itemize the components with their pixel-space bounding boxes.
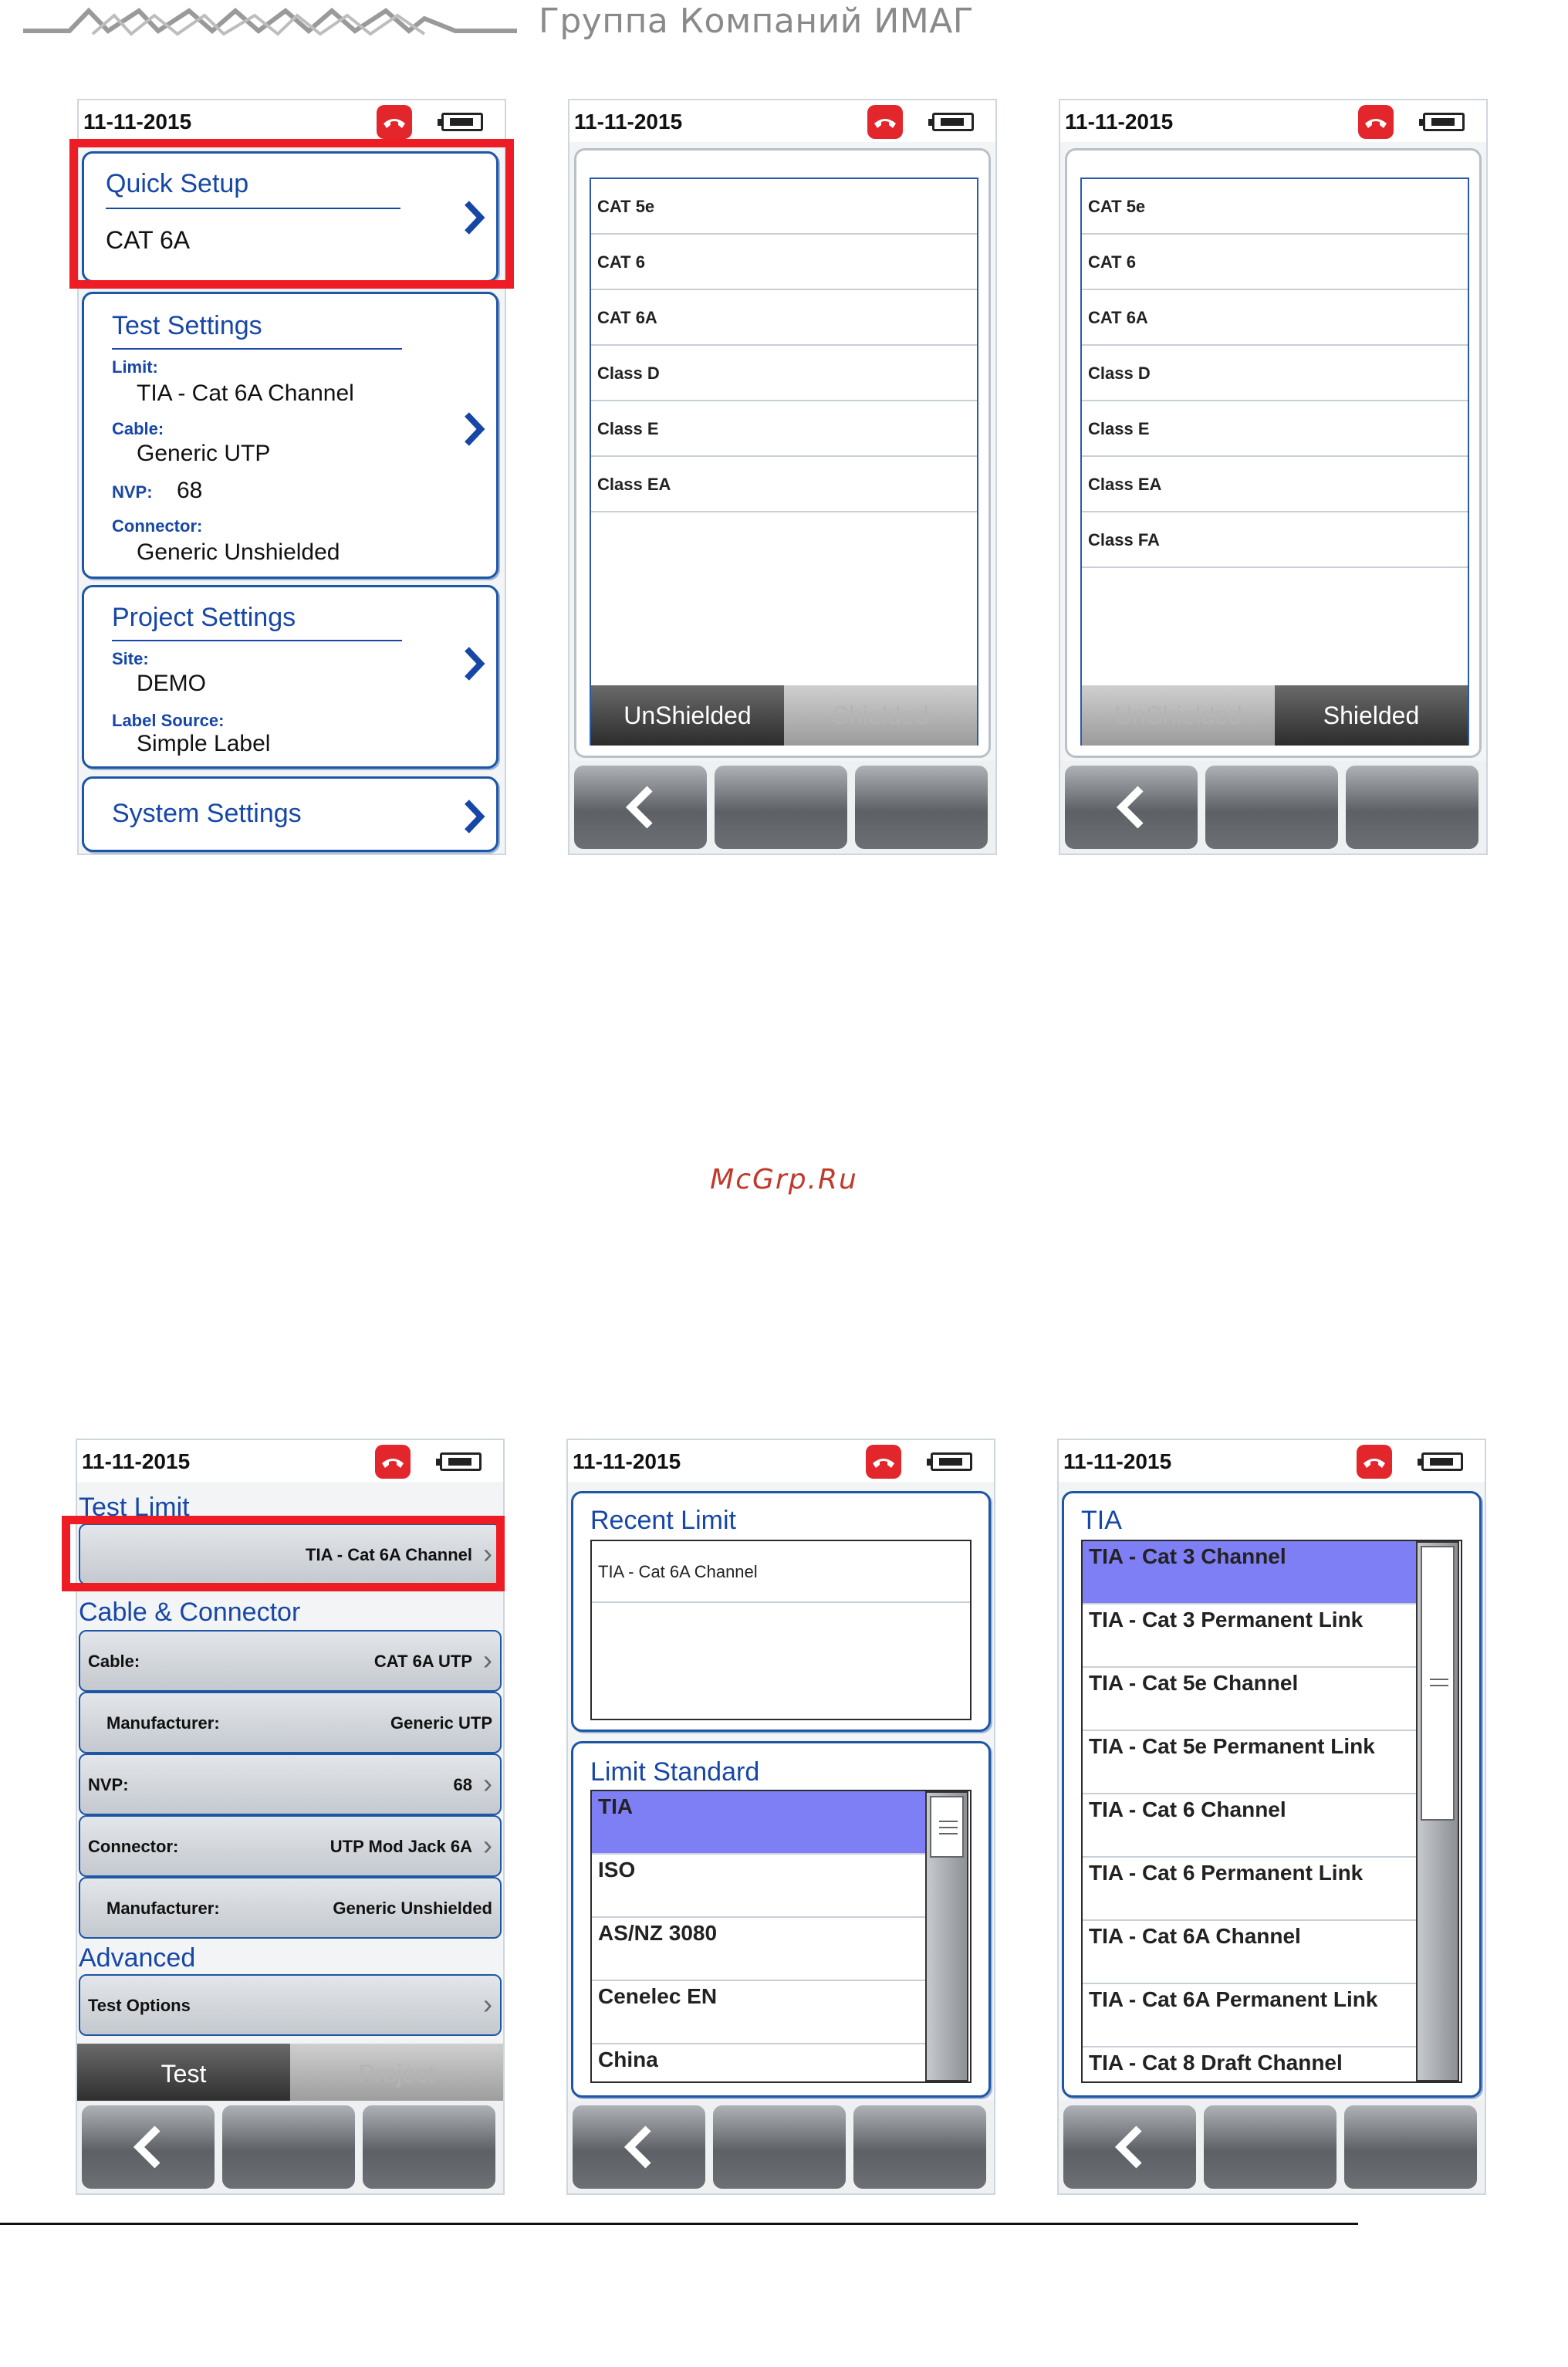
nvp-value: 68 (177, 478, 203, 503)
section-advanced: Advanced (79, 1943, 196, 1973)
nav-button-2[interactable] (1205, 766, 1338, 849)
list-item[interactable] (1082, 235, 1468, 290)
bottom-nav (1060, 761, 1486, 854)
nav-button-2[interactable] (715, 766, 847, 849)
section-cable-connector: Cable & Connector (79, 1598, 301, 1627)
back-button[interactable] (1065, 766, 1198, 849)
cable-value: Generic UTP (137, 441, 271, 466)
test-settings-card[interactable] (82, 292, 498, 579)
grip-line (1430, 1679, 1448, 1680)
list-item[interactable] (591, 179, 977, 235)
shield-toggle[interactable] (591, 685, 977, 746)
list-item[interactable] (592, 1791, 925, 1855)
bottom-nav (569, 761, 995, 854)
status-bar (77, 1440, 503, 1482)
tia-limit-card (1062, 1491, 1482, 2098)
list-item-label: CAT 5e (1088, 197, 1146, 216)
list-item[interactable] (1082, 457, 1468, 512)
back-button[interactable] (573, 2105, 705, 2189)
list-item-label: CAT 6 (1088, 252, 1136, 272)
list-item[interactable] (1083, 1858, 1416, 1921)
list-item[interactable] (592, 1981, 925, 2044)
phone-hangup-icon (866, 1445, 901, 1479)
bottom-nav (77, 2101, 503, 2193)
limit-standard-title: Limit Standard (590, 1757, 760, 1787)
list-item-label: TIA - Cat 5e Channel (1089, 1671, 1299, 1695)
list-item-label: Class D (1088, 364, 1151, 383)
status-bar (79, 100, 505, 142)
chevron-right-icon: › (483, 1644, 492, 1675)
phone-hangup-icon (867, 105, 903, 139)
status-bar (569, 100, 995, 142)
nav-button-3[interactable] (1346, 766, 1478, 849)
title-underline (112, 348, 402, 350)
list-item-label: TIA (598, 1794, 634, 1818)
cable-setting-row[interactable] (79, 1692, 502, 1753)
list-item[interactable] (1083, 1731, 1416, 1794)
battery-icon (441, 113, 483, 131)
list-item-label: Cenelec EN (598, 1984, 718, 2008)
list-item-label: TIA - Cat 6 Permanent Link (1089, 1861, 1364, 1885)
screen-tia-limits (1057, 1439, 1486, 2195)
list-item[interactable] (1083, 1794, 1416, 1858)
setting-key: NVP: (88, 1775, 129, 1794)
list-item-label: TIA - Cat 8 Draft Channel (1089, 2051, 1343, 2075)
nvp-label: NVP: (112, 482, 153, 502)
test-options-label: Test Options (88, 1996, 191, 2015)
nav-button-2[interactable] (713, 2105, 846, 2189)
scrollbar[interactable] (925, 1791, 968, 2081)
list-item[interactable] (1082, 512, 1468, 568)
footer-divider (0, 2223, 1358, 2225)
phone-hangup-icon (375, 1445, 411, 1479)
nav-button-2[interactable] (1204, 2105, 1337, 2189)
back-button[interactable] (1063, 2105, 1196, 2189)
setting-key: Manufacturer: (106, 1713, 220, 1733)
back-button[interactable] (574, 766, 707, 849)
setting-value: UTP Mod Jack 6A (329, 1837, 472, 1856)
site-label: Site: (112, 649, 149, 668)
setting-key: Connector: (88, 1837, 179, 1856)
list-item[interactable] (1083, 1668, 1416, 1731)
test-project-tabs[interactable] (77, 2044, 503, 2104)
tab-shielded[interactable]: Shielded (1323, 702, 1420, 729)
setting-value: 68 (453, 1775, 472, 1794)
battery-icon (1423, 113, 1465, 131)
chevron-right-icon: › (483, 1988, 492, 2020)
list-item-label: TIA - Cat 3 Channel (1089, 1544, 1286, 1568)
tab-test[interactable]: Test (161, 2060, 207, 2088)
tab-unshielded[interactable]: UnShielded (1082, 685, 1275, 746)
recent-limit-title: Recent Limit (590, 1506, 736, 1535)
chevron-right-icon: › (483, 1767, 492, 1799)
list-item-label: Class D (597, 364, 660, 383)
list-item-label: CAT 6A (597, 308, 657, 327)
list-item-label: Class E (1088, 419, 1150, 438)
list-item[interactable] (1082, 401, 1468, 457)
cable-setting-row[interactable] (79, 1877, 502, 1939)
status-date: 11-11-2015 (82, 1449, 191, 1473)
highlight-frame (62, 1516, 505, 1591)
cable-setting-row[interactable] (79, 1815, 502, 1877)
recent-limit-list (590, 1540, 972, 1720)
battery-icon (932, 113, 974, 131)
grip-line (1430, 1685, 1448, 1686)
list-item[interactable] (591, 290, 977, 346)
list-item-label: TIA - Cat 3 Permanent Link (1089, 1608, 1364, 1632)
battery-icon (1421, 1452, 1463, 1471)
scroll-thumb[interactable] (930, 1796, 964, 1858)
list-item-label: CAT 6A (1088, 308, 1148, 327)
status-bar (1059, 1440, 1485, 1482)
scrollbar[interactable] (1416, 1541, 1459, 2081)
bottom-nav (568, 2101, 994, 2193)
page-header (23, 0, 1551, 54)
cable-setting-row[interactable] (79, 1630, 502, 1692)
list-item[interactable] (591, 235, 977, 290)
connector-value: Generic Unshielded (137, 539, 340, 565)
status-date: 11-11-2015 (574, 110, 683, 134)
tab-project[interactable]: Project (290, 2044, 503, 2104)
list-item[interactable] (592, 2044, 925, 2108)
list-item-label: ISO (598, 1858, 636, 1882)
phone-hangup-icon (377, 105, 412, 139)
list-item[interactable] (592, 1918, 925, 1981)
chevron-right-icon (462, 646, 485, 681)
screen-limit-standard (566, 1439, 995, 2195)
label-source-label: Label Source: (112, 711, 225, 730)
quick-setup-title: Quick Setup (106, 169, 249, 198)
phone-hangup-icon (1357, 1445, 1392, 1479)
system-settings-title: System Settings (112, 799, 302, 828)
cable-label: Cable: (112, 419, 164, 438)
status-date: 11-11-2015 (83, 110, 192, 134)
system-settings-card[interactable] (82, 776, 498, 852)
setting-value: Generic UTP (390, 1713, 492, 1733)
grip-line (939, 1821, 958, 1822)
list-item[interactable] (1082, 346, 1468, 401)
chevron-right-icon: › (483, 1829, 492, 1861)
project-settings-title: Project Settings (112, 603, 296, 632)
status-bar (1060, 100, 1486, 142)
list-item[interactable] (1083, 1541, 1416, 1604)
limit-standard-card (571, 1741, 991, 2098)
status-date: 11-11-2015 (573, 1449, 681, 1473)
highlight-frame (69, 139, 514, 289)
list-item[interactable] (1082, 179, 1468, 235)
company-name: Группа Компаний ИМАГ (539, 2, 975, 41)
chevron-right-icon (462, 411, 485, 447)
screen-cable-type-unshielded (568, 99, 997, 855)
list-item[interactable] (1083, 1604, 1416, 1668)
nav-button-3[interactable] (853, 2105, 986, 2189)
list-item[interactable] (591, 401, 977, 457)
cable-setting-row[interactable] (79, 1753, 502, 1815)
bottom-nav (1059, 2101, 1485, 2193)
cable-type-list (590, 178, 978, 746)
list-item-label: Class FA (1088, 530, 1160, 549)
status-date: 11-11-2015 (1065, 110, 1174, 134)
recent-limit-item: TIA - Cat 6A Channel (598, 1562, 758, 1581)
nav-button-2[interactable] (222, 2105, 355, 2189)
test-settings-title: Test Settings (112, 311, 262, 340)
title-underline (112, 640, 402, 641)
list-item-label: China (598, 2047, 658, 2071)
test-options-row[interactable] (79, 1974, 502, 2036)
list-item[interactable] (592, 1855, 925, 1918)
shield-toggle[interactable] (1082, 685, 1468, 746)
back-button[interactable] (82, 2105, 215, 2189)
tab-shielded[interactable]: Shielded (784, 685, 977, 746)
watermark: McGrp.Ru (710, 1164, 858, 1195)
setting-value: Generic Unshielded (333, 1899, 492, 1918)
tab-unshielded[interactable]: UnShielded (623, 702, 752, 729)
status-date: 11-11-2015 (1063, 1449, 1172, 1473)
test-limit-value: TIA - Cat 6A Channel (306, 1545, 472, 1564)
setting-key: Cable: (88, 1652, 140, 1671)
label-source-value: Simple Label (137, 731, 271, 756)
nav-button-3[interactable] (855, 766, 988, 849)
grip-line (939, 1833, 958, 1834)
list-item[interactable] (1083, 1921, 1416, 1984)
list-item[interactable] (592, 1541, 970, 1603)
phone-hangup-icon (1358, 105, 1394, 139)
list-item[interactable] (1083, 1984, 1416, 2047)
list-item[interactable] (591, 346, 977, 401)
nav-button-3[interactable] (1344, 2105, 1477, 2189)
nav-button-3[interactable] (363, 2105, 495, 2189)
connector-label: Connector: (112, 516, 203, 536)
limit-label: Limit: (112, 357, 158, 377)
limit-standard-list (590, 1790, 972, 2083)
company-logo-icon (23, 0, 517, 46)
list-item-label: CAT 5e (597, 197, 655, 216)
setting-value: CAT 6A UTP (373, 1652, 472, 1671)
battery-icon (440, 1452, 482, 1471)
list-item[interactable] (1082, 290, 1468, 346)
recent-limit-card (571, 1491, 991, 1732)
site-value: DEMO (137, 671, 206, 696)
status-bar (568, 1440, 994, 1482)
list-item-label: TIA - Cat 6A Channel (1089, 1924, 1301, 1948)
grip-line (939, 1827, 958, 1828)
list-item-label: TIA - Cat 6 Channel (1089, 1797, 1286, 1821)
battery-icon (931, 1452, 972, 1471)
section-test-limit: Test Limit (79, 1493, 190, 1522)
list-item-label: CAT 6 (597, 252, 645, 272)
chevron-right-icon: › (483, 1537, 492, 1569)
scroll-thumb[interactable] (1421, 1546, 1455, 1821)
chevron-right-icon (462, 799, 485, 834)
list-item-label: TIA - Cat 6A Permanent Link (1089, 1987, 1378, 2011)
setting-key: Manufacturer: (106, 1899, 220, 1918)
list-item-label: TIA - Cat 5e Permanent Link (1089, 1734, 1375, 1758)
list-item[interactable] (591, 457, 977, 512)
cable-type-list (1080, 178, 1469, 746)
tia-title: TIA (1081, 1506, 1122, 1535)
project-settings-card[interactable] (82, 585, 498, 769)
list-item-label: Class EA (597, 475, 671, 494)
tia-limit-list (1081, 1540, 1462, 2083)
screen-cable-type-shielded (1059, 99, 1488, 855)
list-item-label: Class EA (1088, 475, 1162, 494)
list-item-label: Class E (597, 419, 659, 438)
limit-value: TIA - Cat 6A Channel (137, 380, 354, 406)
quick-setup-value: CAT 6A (106, 226, 191, 254)
list-item-label: AS/NZ 3080 (598, 1921, 718, 1945)
